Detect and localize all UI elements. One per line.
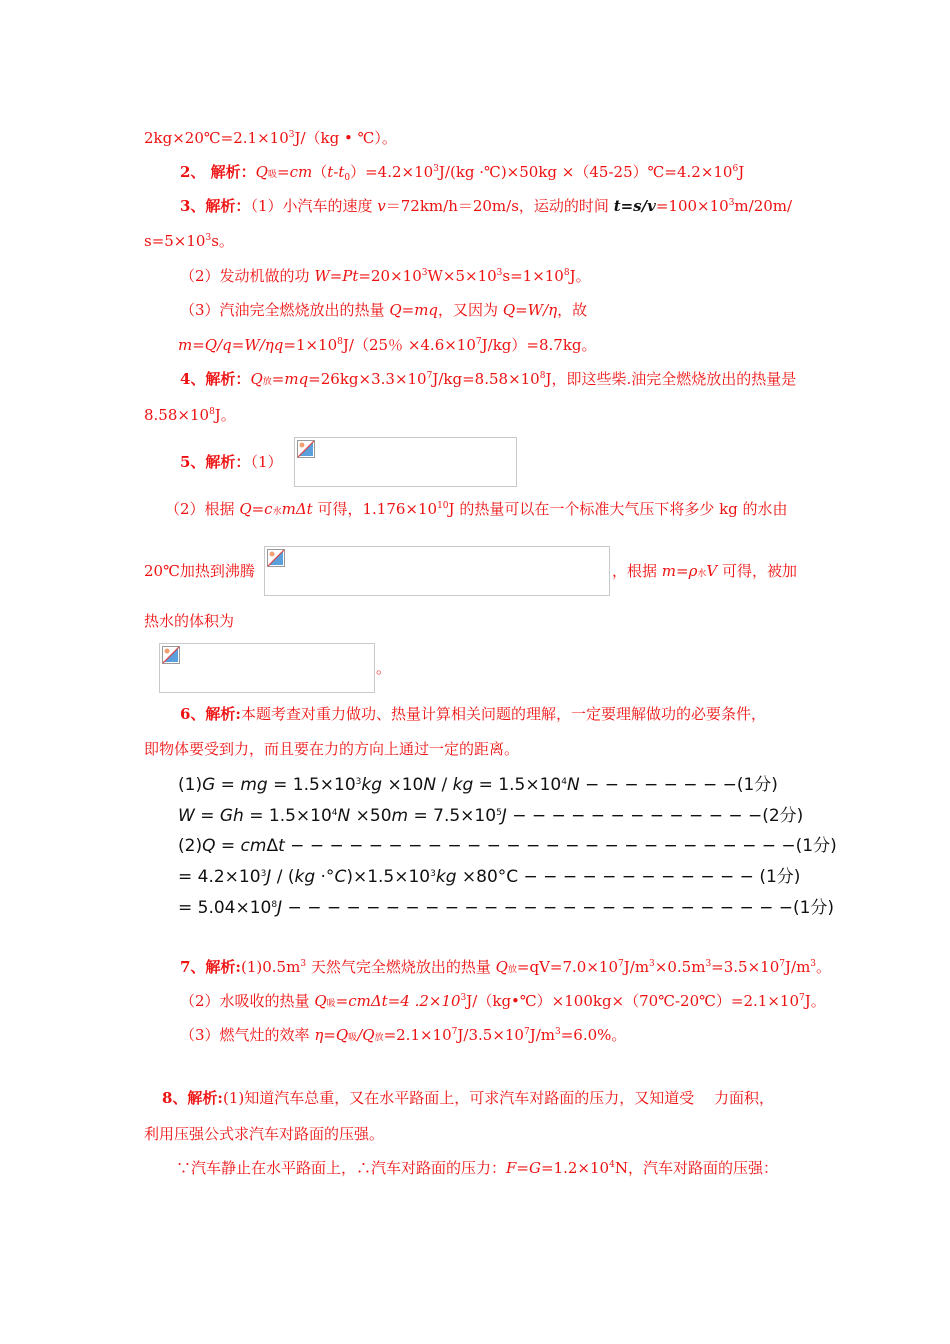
answer-5: 5、解析：（1）	[180, 453, 283, 471]
answer-number: 6、解析:	[180, 705, 241, 723]
answer-5-part2-end: 热水的体积为	[144, 612, 235, 630]
answer-number: 2、 解析：	[180, 163, 256, 181]
answer-3-part2: （2）发动机做的功 $W=Pt=20\times 10^3W\times 5\times 10^3s=1\times 10^8J$。	[180, 267, 591, 285]
formula-line: = $5.04\times 10^8J$ − − − − − − − − − − − − − − − − − − − − − − − − − −(1分)	[178, 898, 835, 918]
line-1: $2kg\times 20℃=2.1\times 10^3J/(kg$ • ℃）。	[144, 129, 397, 147]
answer-4: 4、解析：Q放$=mq=26kg\times 3.3\times 10^7J/kg=8.58\times 10^8J$，即这些柴.油完全燃烧放出的热量是	[180, 370, 797, 388]
broken-image-icon	[297, 440, 315, 458]
broken-image-2	[264, 546, 610, 596]
formula-line: = $4.2\times 10^3J / (kg \cdot^\circ C)\times 1.5\times 10^3kg \times 80^\circ C$ − − − − − − − − − − − − (1分)	[178, 867, 801, 887]
answer-number: 3、解析：	[180, 197, 251, 215]
formula-line: $W = Gh = 1.5\times 10^4N \times 50m = 7.5\times 10^5J$ − − − − − − − − − − − − −(2分)	[178, 806, 804, 826]
answer-3-cont: $s=5\times 10^3s$。	[144, 232, 234, 250]
answer-8: 8、解析:(1)知道汽车总重，又在水平路面上，可求汽车对路面的压力，又知道受 力面积，	[162, 1089, 775, 1107]
answer-5-part2-tail: ，根据 m=ρ水V 可得，被加	[612, 562, 798, 580]
answer-2: 2、 解析：Q吸$=cm(t-t_0)=4.2\times 10^3J/(kg$ ·℃)×50kg $\times(45-25)℃=4.2\times 10^6J$	[180, 163, 745, 183]
answer-3-part3: （3）汽油完全燃烧放出的热量 Q=mq，又因为 Q=W/η，故	[180, 301, 588, 319]
answer-number: 7、解析:	[180, 958, 241, 976]
answer-5-part2: （2）根据 Q=c水mΔt 可得，$1.176\times 10^{10}J$ 的热量可以在一个标准大气压下将多少 kg 的水由	[165, 500, 788, 518]
answer-5-period: 。	[376, 659, 392, 677]
answer-8-solution: ∵汽车静止在水平路面上，∴汽车对路面的压力：$F=G=1.2\times 10^4N$，汽车对路面的压强：	[176, 1159, 778, 1177]
answer-number: 8、解析:	[162, 1089, 223, 1107]
answer-3: 3、解析：（1）小汽车的速度 v＝72km/h＝20m/s，运动的时间 $t=s/v=100\times 10^3m/20m/$	[180, 197, 793, 215]
answer-3-part3-cont: $m=Q/q=W/\eta q=1\times 10^8J/(25$％ $\times 4.6\times 10^7J/kg)=8.7kg$。	[178, 336, 597, 354]
answer-7-part2: （2）水吸收的热量 Q吸=cmΔt=4 $.2\times 10^3J/(kg•℃)\times 100kg\times(70℃-20℃)=2.1\times 10^7J$。	[180, 992, 826, 1010]
formula-line: (2)Q = cmΔt − − − − − − − − − − − − − − − − − − − − − − − − − −(1分)	[178, 836, 837, 856]
answer-8-cont: 利用压强公式求汽车对路面的压强。	[144, 1125, 385, 1143]
answer-7: 7、解析$:(1)0.5m^3$ 天然气完全燃烧放出的热量 Q放$=qV=7.0\times 10^7J/m^3\times 0.5m^3=3.5\times 10^7J/m^3$。	[180, 958, 832, 976]
answer-6-cont: 即物体要受到力，而且要在力的方向上通过一定的距离。	[144, 740, 520, 758]
answer-5-part2-cont: 20℃加热到沸腾	[144, 562, 255, 580]
formula-line: (1)G = mg = $1.5\times 10^3kg \times 10N$ / kg = $1.5\times 10^4N$ − − − − − − − −(1分)	[178, 775, 778, 795]
broken-image-icon	[267, 549, 285, 567]
broken-image-1	[294, 437, 517, 487]
answer-4-cont: $8.58\times 10^8J$。	[144, 406, 236, 424]
answer-number: 4、解析：	[180, 370, 251, 388]
answer-7-part3: （3）燃气灶的效率 η=Q吸/Q放$=2.1\times 10^7J/3.5\times 10^7J/m^3=6.0\%$。	[180, 1026, 627, 1044]
answer-6: 6、解析:本题考查对重力做功、热量计算相关问题的理解，一定要理解做功的必要条件，	[180, 705, 766, 723]
answer-number: 5、解析：	[180, 453, 251, 471]
broken-image-3	[159, 643, 375, 693]
broken-image-icon	[162, 646, 180, 664]
